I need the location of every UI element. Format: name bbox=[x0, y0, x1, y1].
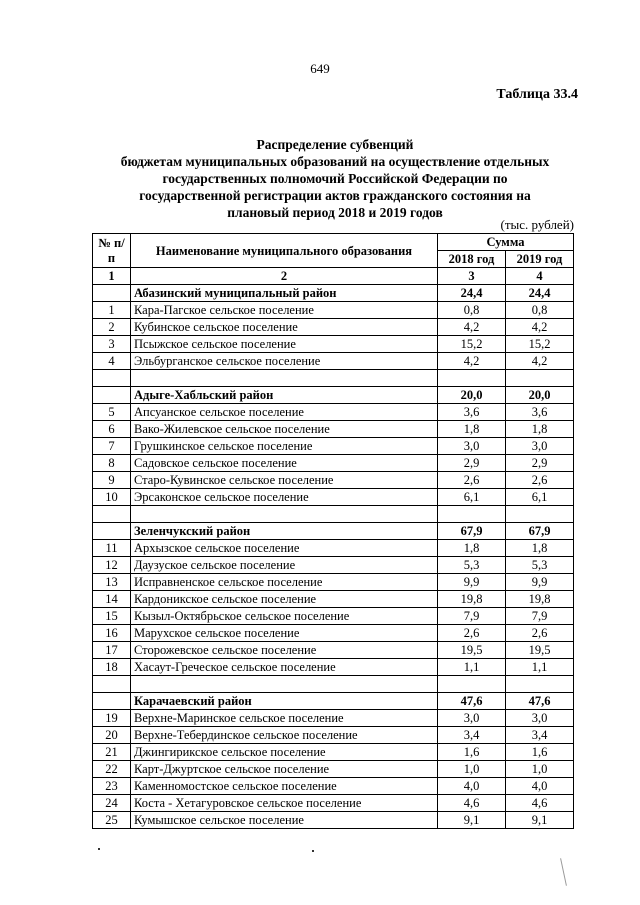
table-row bbox=[93, 625, 574, 642]
row-number: 4 bbox=[93, 353, 131, 370]
row-name: Кызыл-Октябрьское сельское поселение bbox=[131, 608, 438, 625]
row-value-2018: 2,9 bbox=[438, 455, 506, 472]
table-row bbox=[93, 710, 574, 727]
row-name: Хасаут-Греческое сельское поселение bbox=[131, 659, 438, 676]
table-row bbox=[93, 455, 574, 472]
row-value-2019: 6,1 bbox=[506, 489, 574, 506]
row-value-2019: 20,0 bbox=[506, 387, 574, 404]
row-number bbox=[93, 676, 131, 693]
row-name: Кубинское сельское поселение bbox=[131, 319, 438, 336]
spacer-row bbox=[93, 370, 574, 387]
row-name: Марухское сельское поселение bbox=[131, 625, 438, 642]
row-value-2019 bbox=[506, 370, 574, 387]
row-number bbox=[93, 506, 131, 523]
row-value-2018: 0,8 bbox=[438, 302, 506, 319]
row-value-2018: 15,2 bbox=[438, 336, 506, 353]
row-number: 25 bbox=[93, 812, 131, 829]
table-row bbox=[93, 336, 574, 353]
scan-mark bbox=[98, 848, 100, 850]
row-number: 23 bbox=[93, 778, 131, 795]
row-value-2018: 7,9 bbox=[438, 608, 506, 625]
title-line: государственной регистрации актов гражданского состояния на bbox=[139, 188, 531, 203]
table-row bbox=[93, 778, 574, 795]
row-number: 19 bbox=[93, 710, 131, 727]
units-note: (тыс. рублей) bbox=[500, 217, 574, 232]
row-value-2018: 24,4 bbox=[438, 285, 506, 302]
row-value-2018: 3,4 bbox=[438, 727, 506, 744]
row-value-2019: 4,2 bbox=[506, 319, 574, 336]
row-number bbox=[93, 387, 131, 404]
row-value-2019: 3,6 bbox=[506, 404, 574, 421]
table-row bbox=[93, 642, 574, 659]
row-value-2019: 1,0 bbox=[506, 761, 574, 778]
row-value-2019: 3,0 bbox=[506, 710, 574, 727]
row-number: 18 bbox=[93, 659, 131, 676]
title-line: бюджетам муниципальных образований на осуществление отдельных bbox=[120, 154, 550, 169]
document-title bbox=[95, 136, 575, 221]
table-row bbox=[93, 557, 574, 574]
row-number: 9 bbox=[93, 472, 131, 489]
row-number: 6 bbox=[93, 421, 131, 438]
table-row bbox=[93, 438, 574, 455]
row-number: 8 bbox=[93, 455, 131, 472]
header-name: Наименование муниципального образования bbox=[131, 234, 438, 268]
row-value-2018: 9,1 bbox=[438, 812, 506, 829]
row-name: Грушкинское сельское поселение bbox=[131, 438, 438, 455]
row-value-2018: 1,8 bbox=[438, 421, 506, 438]
row-value-2019: 2,6 bbox=[506, 472, 574, 489]
header-2018: 2018 год bbox=[438, 251, 506, 268]
row-value-2018: 4,0 bbox=[438, 778, 506, 795]
subvention-table bbox=[92, 233, 574, 829]
row-value-2018: 4,2 bbox=[438, 319, 506, 336]
row-name: Псыжское сельское поселение bbox=[131, 336, 438, 353]
row-value-2018: 19,8 bbox=[438, 591, 506, 608]
row-name: Кардоникское сельское поселение bbox=[131, 591, 438, 608]
row-number: 5 bbox=[93, 404, 131, 421]
row-value-2019: 5,3 bbox=[506, 557, 574, 574]
column-number: 3 bbox=[438, 268, 506, 285]
row-number: 7 bbox=[93, 438, 131, 455]
scan-mark bbox=[312, 850, 314, 852]
table-row bbox=[93, 812, 574, 829]
title-line: Распределение субвенций bbox=[256, 137, 414, 152]
table-row bbox=[93, 540, 574, 557]
row-number: 3 bbox=[93, 336, 131, 353]
row-name: Кумышское сельское поселение bbox=[131, 812, 438, 829]
spacer-row bbox=[93, 676, 574, 693]
row-value-2019: 3,4 bbox=[506, 727, 574, 744]
row-value-2018: 4,2 bbox=[438, 353, 506, 370]
row-name: Зеленчукский район bbox=[131, 523, 438, 540]
row-number: 12 bbox=[93, 557, 131, 574]
column-number: 1 bbox=[93, 268, 131, 285]
row-number bbox=[93, 285, 131, 302]
row-value-2019: 19,8 bbox=[506, 591, 574, 608]
row-number: 13 bbox=[93, 574, 131, 591]
row-value-2018: 2,6 bbox=[438, 472, 506, 489]
row-value-2018: 6,1 bbox=[438, 489, 506, 506]
row-number: 24 bbox=[93, 795, 131, 812]
row-name: Эльбурганское сельское поселение bbox=[131, 353, 438, 370]
row-value-2019 bbox=[506, 676, 574, 693]
row-value-2018 bbox=[438, 676, 506, 693]
row-number bbox=[93, 523, 131, 540]
row-value-2018: 3,0 bbox=[438, 438, 506, 455]
row-value-2018: 47,6 bbox=[438, 693, 506, 710]
row-name: Исправненское сельское поселение bbox=[131, 574, 438, 591]
row-name: Сторожевское сельское поселение bbox=[131, 642, 438, 659]
row-number: 1 bbox=[93, 302, 131, 319]
row-value-2019: 24,4 bbox=[506, 285, 574, 302]
row-name: Даузуское сельское поселение bbox=[131, 557, 438, 574]
row-number: 17 bbox=[93, 642, 131, 659]
row-value-2018: 4,6 bbox=[438, 795, 506, 812]
row-value-2019: 47,6 bbox=[506, 693, 574, 710]
row-name: Апсуанское сельское поселение bbox=[131, 404, 438, 421]
row-name: Джингирикское сельское поселение bbox=[131, 744, 438, 761]
table-row bbox=[93, 353, 574, 370]
row-value-2019: 4,0 bbox=[506, 778, 574, 795]
column-number: 4 bbox=[506, 268, 574, 285]
row-value-2019: 7,9 bbox=[506, 608, 574, 625]
row-name: Кара-Пагское сельское поселение bbox=[131, 302, 438, 319]
row-value-2019: 4,2 bbox=[506, 353, 574, 370]
row-name: Садовское сельское поселение bbox=[131, 455, 438, 472]
row-name bbox=[131, 370, 438, 387]
row-name: Эрсаконское сельское поселение bbox=[131, 489, 438, 506]
row-value-2018: 3,0 bbox=[438, 710, 506, 727]
district-row bbox=[93, 387, 574, 404]
table-body bbox=[93, 285, 574, 829]
table-row bbox=[93, 319, 574, 336]
row-number: 16 bbox=[93, 625, 131, 642]
row-name: Абазинский муниципальный район bbox=[131, 285, 438, 302]
page-number: 649 bbox=[310, 61, 330, 76]
row-value-2018: 20,0 bbox=[438, 387, 506, 404]
row-number: 21 bbox=[93, 744, 131, 761]
row-number: 15 bbox=[93, 608, 131, 625]
table-row bbox=[93, 591, 574, 608]
row-value-2018: 5,3 bbox=[438, 557, 506, 574]
district-row bbox=[93, 693, 574, 710]
row-value-2019: 9,1 bbox=[506, 812, 574, 829]
row-number: 14 bbox=[93, 591, 131, 608]
row-value-2018: 1,0 bbox=[438, 761, 506, 778]
table-row bbox=[93, 795, 574, 812]
row-value-2019: 67,9 bbox=[506, 523, 574, 540]
row-number bbox=[93, 693, 131, 710]
row-value-2018: 1,1 bbox=[438, 659, 506, 676]
row-value-2019: 1,6 bbox=[506, 744, 574, 761]
row-name: Адыге-Хабльский район bbox=[131, 387, 438, 404]
row-name: Каменномостское сельское поселение bbox=[131, 778, 438, 795]
table-row bbox=[93, 302, 574, 319]
row-value-2018 bbox=[438, 506, 506, 523]
row-number: 10 bbox=[93, 489, 131, 506]
row-name: Старо-Кувинское сельское поселение bbox=[131, 472, 438, 489]
row-value-2018: 1,8 bbox=[438, 540, 506, 557]
row-value-2018: 2,6 bbox=[438, 625, 506, 642]
title-line: плановый период 2018 и 2019 годов bbox=[227, 205, 443, 220]
table-row bbox=[93, 421, 574, 438]
row-number: 20 bbox=[93, 727, 131, 744]
row-name: Коста - Хетагуровское сельское поселение bbox=[131, 795, 438, 812]
header-number: № п/п bbox=[93, 234, 131, 268]
row-name: Архызское сельское поселение bbox=[131, 540, 438, 557]
row-name: Карачаевский район bbox=[131, 693, 438, 710]
row-value-2019: 3,0 bbox=[506, 438, 574, 455]
table-row bbox=[93, 761, 574, 778]
row-number: 11 bbox=[93, 540, 131, 557]
row-value-2018: 1,6 bbox=[438, 744, 506, 761]
row-value-2019: 0,8 bbox=[506, 302, 574, 319]
table-label: Таблица 33.4 bbox=[496, 87, 578, 102]
row-number: 22 bbox=[93, 761, 131, 778]
table-row bbox=[93, 727, 574, 744]
row-value-2019: 4,6 bbox=[506, 795, 574, 812]
row-value-2018: 67,9 bbox=[438, 523, 506, 540]
district-row bbox=[93, 285, 574, 302]
row-name: Верхне-Маринское сельское поселение bbox=[131, 710, 438, 727]
row-value-2018: 3,6 bbox=[438, 404, 506, 421]
row-name: Карт-Джуртское сельское поселение bbox=[131, 761, 438, 778]
scan-mark bbox=[560, 858, 567, 886]
row-value-2019: 1,8 bbox=[506, 421, 574, 438]
spacer-row bbox=[93, 506, 574, 523]
row-value-2019: 2,9 bbox=[506, 455, 574, 472]
row-value-2019 bbox=[506, 506, 574, 523]
row-name bbox=[131, 676, 438, 693]
row-value-2018 bbox=[438, 370, 506, 387]
row-value-2019: 15,2 bbox=[506, 336, 574, 353]
table-row bbox=[93, 659, 574, 676]
row-value-2018: 9,9 bbox=[438, 574, 506, 591]
table-row bbox=[93, 744, 574, 761]
row-number: 2 bbox=[93, 319, 131, 336]
table-row bbox=[93, 489, 574, 506]
row-name: Верхне-Тебердинское сельское поселение bbox=[131, 727, 438, 744]
row-value-2018: 19,5 bbox=[438, 642, 506, 659]
row-number bbox=[93, 370, 131, 387]
row-value-2019: 19,5 bbox=[506, 642, 574, 659]
title-line: государственных полномочий Российской Федерации по bbox=[162, 171, 508, 186]
header-2019: 2019 год bbox=[506, 251, 574, 268]
table-row bbox=[93, 472, 574, 489]
row-value-2019: 1,8 bbox=[506, 540, 574, 557]
row-value-2019: 2,6 bbox=[506, 625, 574, 642]
row-name: Вако-Жилевское сельское поселение bbox=[131, 421, 438, 438]
column-number: 2 bbox=[131, 268, 438, 285]
row-value-2019: 1,1 bbox=[506, 659, 574, 676]
table-row bbox=[93, 404, 574, 421]
header-sum: Сумма bbox=[438, 234, 574, 251]
table-row bbox=[93, 574, 574, 591]
row-value-2019: 9,9 bbox=[506, 574, 574, 591]
district-row bbox=[93, 523, 574, 540]
table-row bbox=[93, 608, 574, 625]
row-name bbox=[131, 506, 438, 523]
